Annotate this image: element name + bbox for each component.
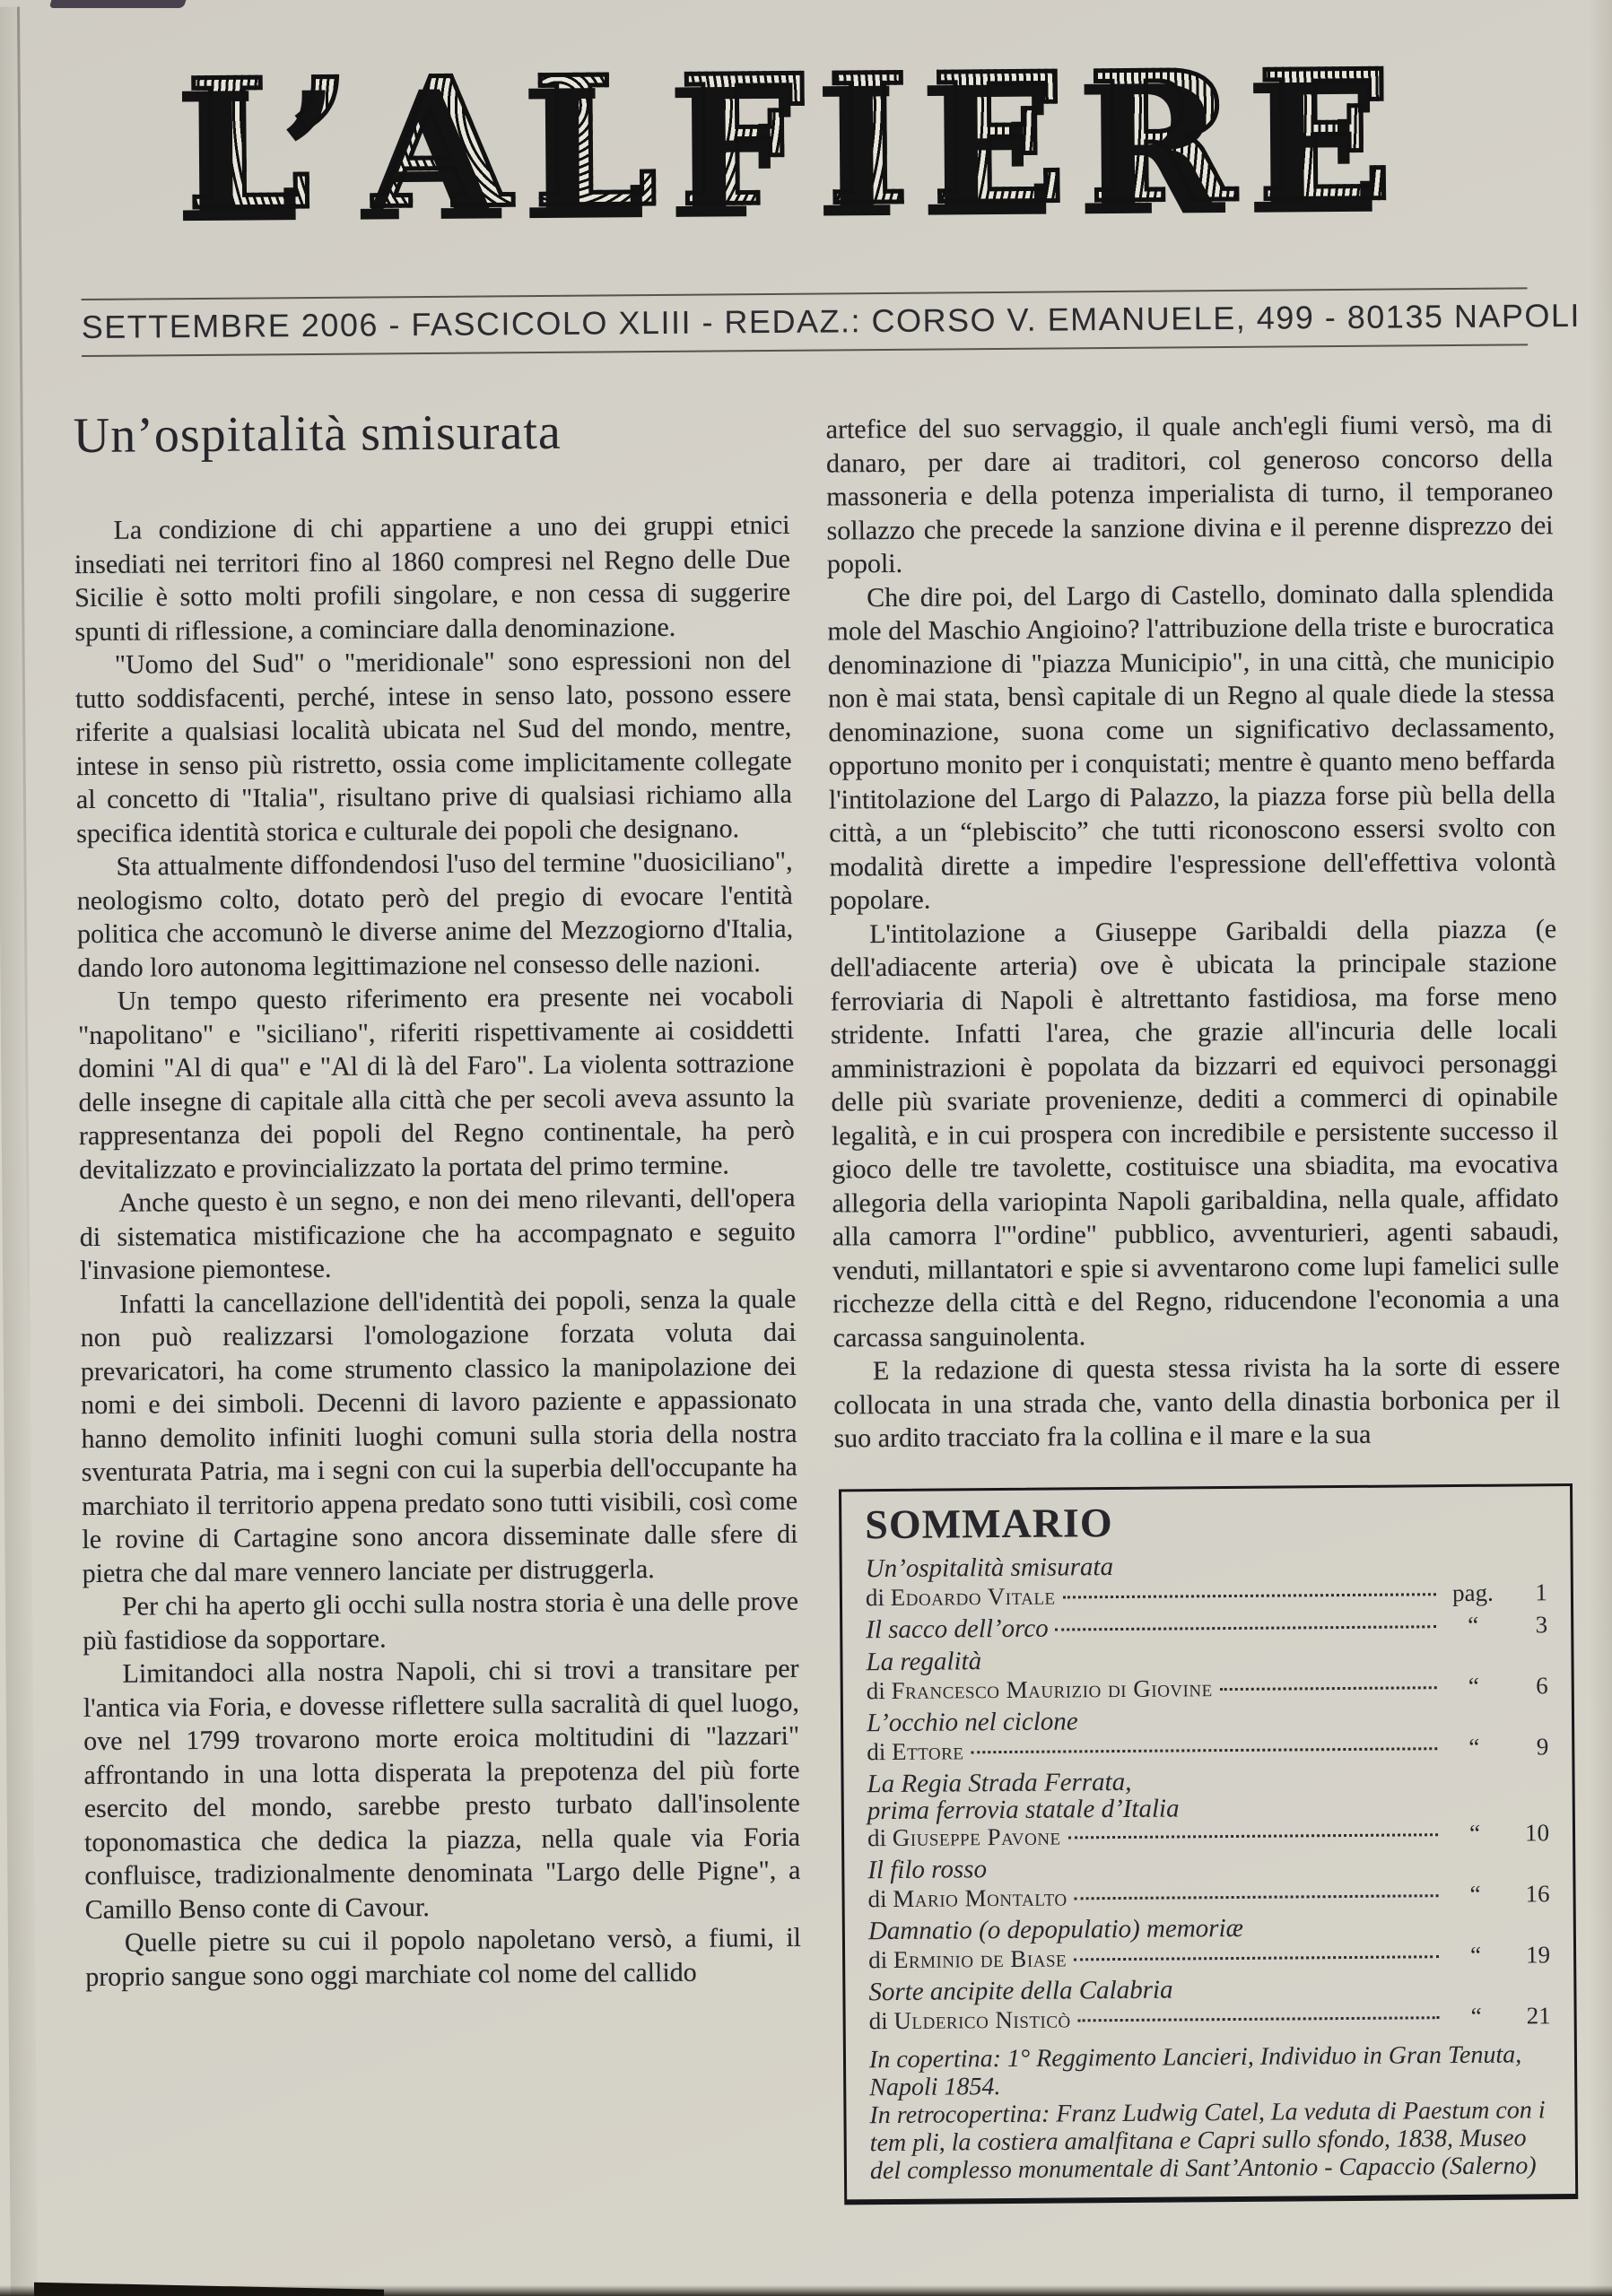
toc-dots-leader bbox=[1075, 1894, 1439, 1900]
sommario-box bbox=[839, 1483, 1578, 2205]
toc-entry bbox=[866, 1549, 1547, 1612]
toc-page-number: 19 bbox=[1525, 1941, 1551, 1969]
toc-entry-author: di Giuseppe Pavone bbox=[867, 1822, 1061, 1852]
toc-entry-title: Damnatio (o depopulatio) memoriæ bbox=[867, 1913, 1244, 1946]
toc-page-number: 16 bbox=[1525, 1880, 1550, 1908]
toc-page-number: 21 bbox=[1526, 2002, 1551, 2030]
toc-dots-leader bbox=[1078, 2016, 1440, 2022]
toc-entry-line bbox=[867, 1879, 1549, 1913]
toc-entry-line bbox=[867, 1671, 1548, 1705]
toc-entry-title: La Regia Strada Ferrata, bbox=[867, 1767, 1132, 1799]
article-left-column bbox=[74, 403, 802, 1994]
toc-entry-author: di Mario Montalto bbox=[867, 1883, 1067, 1913]
toc-entry bbox=[866, 1642, 1547, 1705]
toc-entry-title: L’occhio nel ciclone bbox=[866, 1707, 1078, 1738]
cover-note: In copertina: 1° Reggimento Lancieri, Individuo in Gran Tenuta, Napoli 1854. bbox=[868, 2040, 1522, 2102]
toc-page-ref: “ bbox=[1468, 1819, 1481, 1847]
toc-entry-line bbox=[868, 1940, 1550, 1974]
toc-entry-author: di Francesco Maurizio di Giovine bbox=[866, 1674, 1213, 1705]
toc-entry-author: di Ettore bbox=[867, 1737, 964, 1766]
toc-entry-title: Un’ospitalità smisurata bbox=[865, 1552, 1114, 1584]
toc-entry-line bbox=[867, 1818, 1549, 1852]
toc-dots-leader bbox=[1220, 1686, 1437, 1691]
toc-page-ref: “ bbox=[1468, 1733, 1480, 1761]
toc-entry-line bbox=[867, 1732, 1548, 1766]
article-right-column bbox=[825, 396, 1560, 1456]
toc-entry-title: La regalità bbox=[866, 1647, 982, 1677]
article-paragraph: Quelle pietre su cui il popolo napoletano versò, a fiumi, il proprio sangue sono oggi marchiate col nome del callido bbox=[85, 1922, 802, 1992]
toc-page-number: 3 bbox=[1535, 1611, 1548, 1639]
article-paragraph: E la redazione di questa stessa rivista ha la sorte di essere collocata in una strada che, vanto della dinastia borbonica per il suo ardito tracciato fra la collina e il mare e la sua bbox=[833, 1351, 1561, 1454]
article-paragraph: Limitandoci alla nostra Napoli, chi si trovi a transitare per l'antica via Foria, e dovesse riflettere sulla sacralità di quel luogo, ove nel 1799 trovarono morte eroica moltitudini di "lazzari" affrontando in una lotta disperata la prepotenza del più forte esercito del mondo, sarebbe presto turbato dall'insolente toponomastica che dedica la piazza, nella quale via Foria confluisce, tradizionalmente denominata "Largo delle Pigne", a Camillo Benso conte di Cavour. bbox=[83, 1653, 801, 1925]
toc-dots-leader bbox=[971, 1747, 1437, 1753]
toc-page-ref: “ bbox=[1470, 2002, 1482, 2030]
article-paragraph: Sta attualmente diffondendosi l'uso del termine "duosiciliano", neologismo colto, dotato però del pregio di evocare l'entità politica che accomunò le diverse anime del Mezzogiorno d'Italia, dando loro autonoma legittimazione nel consesso delle nazioni. bbox=[76, 846, 794, 983]
toc-dots-leader bbox=[1063, 1593, 1436, 1598]
article-paragraph: "Uomo del Sud" o "meridionale" sono espressioni non del tutto soddisfacenti, perché, intese in senso lato, possono essere riferite a qualsiasi località ubicata nel Sud del mondo, mentre, intese in senso più ristretto, ossia come implicitamente collegate al concetto di "Italia", risultano prive di qualsiasi richiamo alla specifica identità storica e culturale dei popoli che designano. bbox=[74, 644, 793, 848]
article-title: Un’ospitalità smisurata bbox=[73, 404, 562, 465]
article-paragraph: Un tempo questo riferimento era presente nei vocaboli "napolitano" e "siciliano", riferiti rispettivamente ai cosiddetti domini "Al di qua" e "Al di là del Faro". La violenta sottrazione delle insegne di capitale alla città che per secoli aveva assunto la rappresentanza dei popoli del Regno continentale, ha però devitalizzato e provincializzato la portata del primo termine. bbox=[77, 980, 795, 1185]
article-paragraph: Infatti la cancellazione dell'identità dei popoli, senza la quale non può realizzarsi l'omologazione forzata voluta dai prevaricatori, ha come strumento classico la manipolazione dei nomi e dei simboli. Decenni di lavoro paziente e appassionato hanno demolito infiniti luoghi comuni sulla storia della nostra sventurata Patria, ma i segni con cui la superbia dell'occupante ha marchiato il territorio appena predato sono tutti visibili, così come le rovine di Cartagine sono ancora disseminate dalle sfere di pietra che dal mare vennero lanciate per distruggerla. bbox=[80, 1283, 798, 1588]
article-paragraph: La condizione di chi appartiene a uno dei gruppi etnici insediati nei territori fino al 1860 compresi nel Regno delle Due Sicilie è sotto molti profili singolare, e non cessa di suggerire spunti di riflessione, a cominciare dalla denominazione. bbox=[74, 509, 791, 647]
toc-entry-title-line2: prima ferrovia statale d’Italia bbox=[867, 1794, 1180, 1826]
article-paragraph: Anche questo è un segno, e non dei meno rilevanti, dell'opera di sistematica mistificazione che ha accompagnato e seguito l'invasione piemontese. bbox=[79, 1182, 796, 1286]
toc-page-ref: pag. bbox=[1451, 1578, 1494, 1607]
article-paragraph: Per chi ha aperto gli occhi sulla nostra storia è una delle prove più fastidiose da sopportare. bbox=[83, 1586, 799, 1656]
page-right-shade bbox=[1589, 0, 1612, 2296]
toc-page-ref: “ bbox=[1468, 1672, 1479, 1700]
toc-page-ref: “ bbox=[1468, 1611, 1479, 1639]
toc-page-number: 6 bbox=[1536, 1672, 1548, 1700]
sommario-notes bbox=[869, 2040, 1552, 2185]
toc-page-number: 10 bbox=[1524, 1819, 1550, 1847]
sommario-heading: SOMMARIO bbox=[865, 1500, 1113, 1548]
toc-entry bbox=[868, 1972, 1550, 2035]
toc-entry-author: di Ulderico Nisticò bbox=[868, 2005, 1071, 2035]
back-cover-note: In retrocopertina: Franz Ludwig Catel, La veduta di Paestum con i tem pli, la costiera amalfitana e Capri sullo sfondo, 1838, Museo del complesso monumentale di Sant’Antonio - Capaccio (Salerno) bbox=[869, 2096, 1546, 2186]
toc-entry-line bbox=[866, 1610, 1547, 1644]
dateline-text: SETTEMBRE 2006 - FASCICOLO XLIII - REDAZ.: CORSO V. EMANUELE, 499 - 80135 NAPOLI bbox=[81, 296, 1582, 346]
toc-page-number: 1 bbox=[1535, 1578, 1548, 1606]
toc-entry bbox=[867, 1850, 1549, 1913]
toc-dots-leader bbox=[1074, 1955, 1439, 1961]
article-paragraph: artefice del suo servaggio, il quale anch'egli fiumi versò, ma di danaro, per dare ai traditori, col generoso concorso della massoneria e della potenza imperialista di turno, il temporaneo sollazzo che precede la sanzione divina e il perenne disprezzo dei popoli. bbox=[825, 409, 1554, 579]
dateline bbox=[81, 287, 1582, 357]
toc-entry-line bbox=[866, 1578, 1547, 1612]
toc-entry-author: di Edoardo Vitale bbox=[865, 1582, 1056, 1612]
toc-entry bbox=[866, 1610, 1547, 1644]
toc-entry bbox=[867, 1703, 1548, 1766]
toc-page-ref: “ bbox=[1469, 1941, 1482, 1969]
toc-entry-title: Il sacco dell’orco bbox=[866, 1613, 1049, 1645]
masthead-title: L’ALFIERE bbox=[0, 41, 1607, 240]
photo-bottom-edge-shadow bbox=[0, 2285, 1612, 2296]
toc-page-ref: “ bbox=[1469, 1880, 1481, 1908]
photo-top-edge-mark bbox=[49, 0, 187, 8]
toc-page-number: 9 bbox=[1536, 1733, 1549, 1761]
toc-entry bbox=[867, 1764, 1549, 1852]
toc-dots-leader bbox=[1068, 1833, 1438, 1839]
article-paragraph: L'intitolazione a Giuseppe Garibaldi della piazza (e dell'adiacente arteria) ove è ubicata la principale stazione ferroviaria di Napoli è altrettanto fastidiosa, ma forse meno stridente. Infatti l'area, che grazie all'incuria delle locali amministrazioni è popolata da bizzarri ed equivoci personaggi delle più svariate provenienze, dediti a commerci di opinabile legalità, e in cui prospera con incredibile e persistente successo il gioco delle tre tavolette, costituisce una sbiadita, ma evocativa allegoria della variopinta Napoli garibaldina, nella quale, affidato alla camorra l'"ordine" pubblico, avventurieri, agenti sabaudi, venduti, millantatori e spie si avventarono come lupi famelici sulle ricchezze della città e del Regno, riducendone l'economia a una carcassa sanguinolenta. bbox=[830, 913, 1560, 1352]
toc-entry bbox=[868, 1911, 1550, 1974]
toc-dots-leader bbox=[1056, 1625, 1437, 1631]
toc-entry-author: di Erminio de Biase bbox=[868, 1944, 1067, 1974]
toc-entry-title: Sorte ancipite della Calabria bbox=[868, 1975, 1173, 2007]
toc-entry-title: Il filo rosso bbox=[867, 1855, 988, 1885]
article-paragraph: Che dire poi, del Largo di Castello, dominato dalla splendida mole del Maschio Angioino? l'attribuzione della triste e burocratica denominazione di "piazza Municipio", in una città, che municipio non è mai stata, bensì capitale di un Regno al quale diede la stessa denominazione, suona come un significativo declassamento, opportuno monito per i conquistati; mentre è quanto meno beffarda l'intitolazione del Largo di Palazzo, la piazza forse più bella della città, a un “plebiscito” che tutti riconoscono essersi svolto con modalità dirette a impedire l'espressione dell'effettiva volontà popolare. bbox=[827, 577, 1556, 916]
toc-entry-line bbox=[869, 2001, 1551, 2035]
